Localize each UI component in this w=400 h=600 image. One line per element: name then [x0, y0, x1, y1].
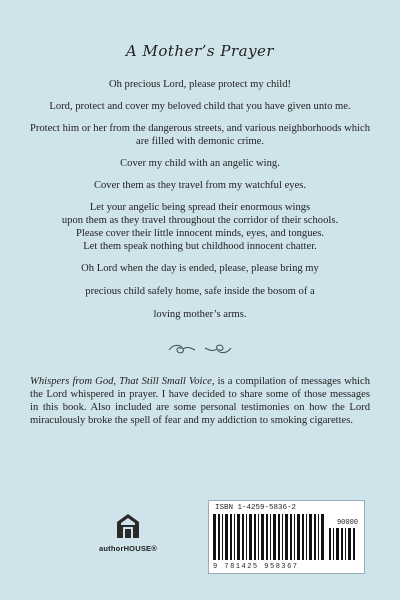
- poem-line: Oh Lord when the day is ended, please, please bring my: [81, 263, 319, 274]
- poem-line: Protect him or her from the dangerous streets, and various neighborhoods which are filled with demonic crime.: [29, 123, 371, 147]
- poem-line: loving mother’s arms.: [153, 309, 247, 320]
- book-description-text: is a compilation of messages which the Lord whispered in prayer. I have decided to share some of those messages in this book. Also included are some personal testimonies on how the Lord miraculously broke the spell of fear and my addiction to smoking cigarettes.: [30, 376, 370, 426]
- publisher-logo-icon: [115, 513, 141, 539]
- poem-line: Cover my child with an angelic wing.: [120, 158, 280, 169]
- publisher-name: authorHOUSE®: [99, 544, 157, 553]
- book-description: [30, 375, 370, 427]
- isbn-barcode: [208, 500, 365, 574]
- poem-title: A Mother’s Prayer: [125, 42, 275, 60]
- price-code: 90000: [336, 519, 358, 527]
- publisher-logo: [93, 513, 163, 553]
- book-title: Whispers from God, That Still Small Voice,: [30, 376, 215, 387]
- poem-line: precious child safely home, safe inside the bosom of a: [85, 286, 315, 297]
- poem-line: Lord, protect and cover my beloved child that you have given unto me.: [49, 101, 351, 112]
- poem-line: Oh precious Lord, please protect my child!: [108, 79, 292, 90]
- price-barcode-bars: [329, 528, 359, 560]
- poem-line: upon them as they travel throughout the corridor of their schools.: [61, 215, 339, 226]
- poem-body: [26, 78, 374, 321]
- flourish-ornament-icon: [0, 342, 400, 361]
- ean-number: 9 781425 958367: [213, 563, 299, 571]
- poem-line: Let your angelic being spread their enormous wings: [89, 202, 311, 213]
- poem-line: Please cover their little innocent minds, eyes, and tongues.: [75, 228, 324, 239]
- poem-line: Cover them as they travel from my watchful eyes.: [93, 180, 307, 191]
- barcode-bars: [213, 514, 325, 560]
- isbn-label: ISBN 1-4259-5836-2: [215, 504, 297, 512]
- poem-line: Let them speak nothing but childhood innocent chatter.: [83, 241, 317, 252]
